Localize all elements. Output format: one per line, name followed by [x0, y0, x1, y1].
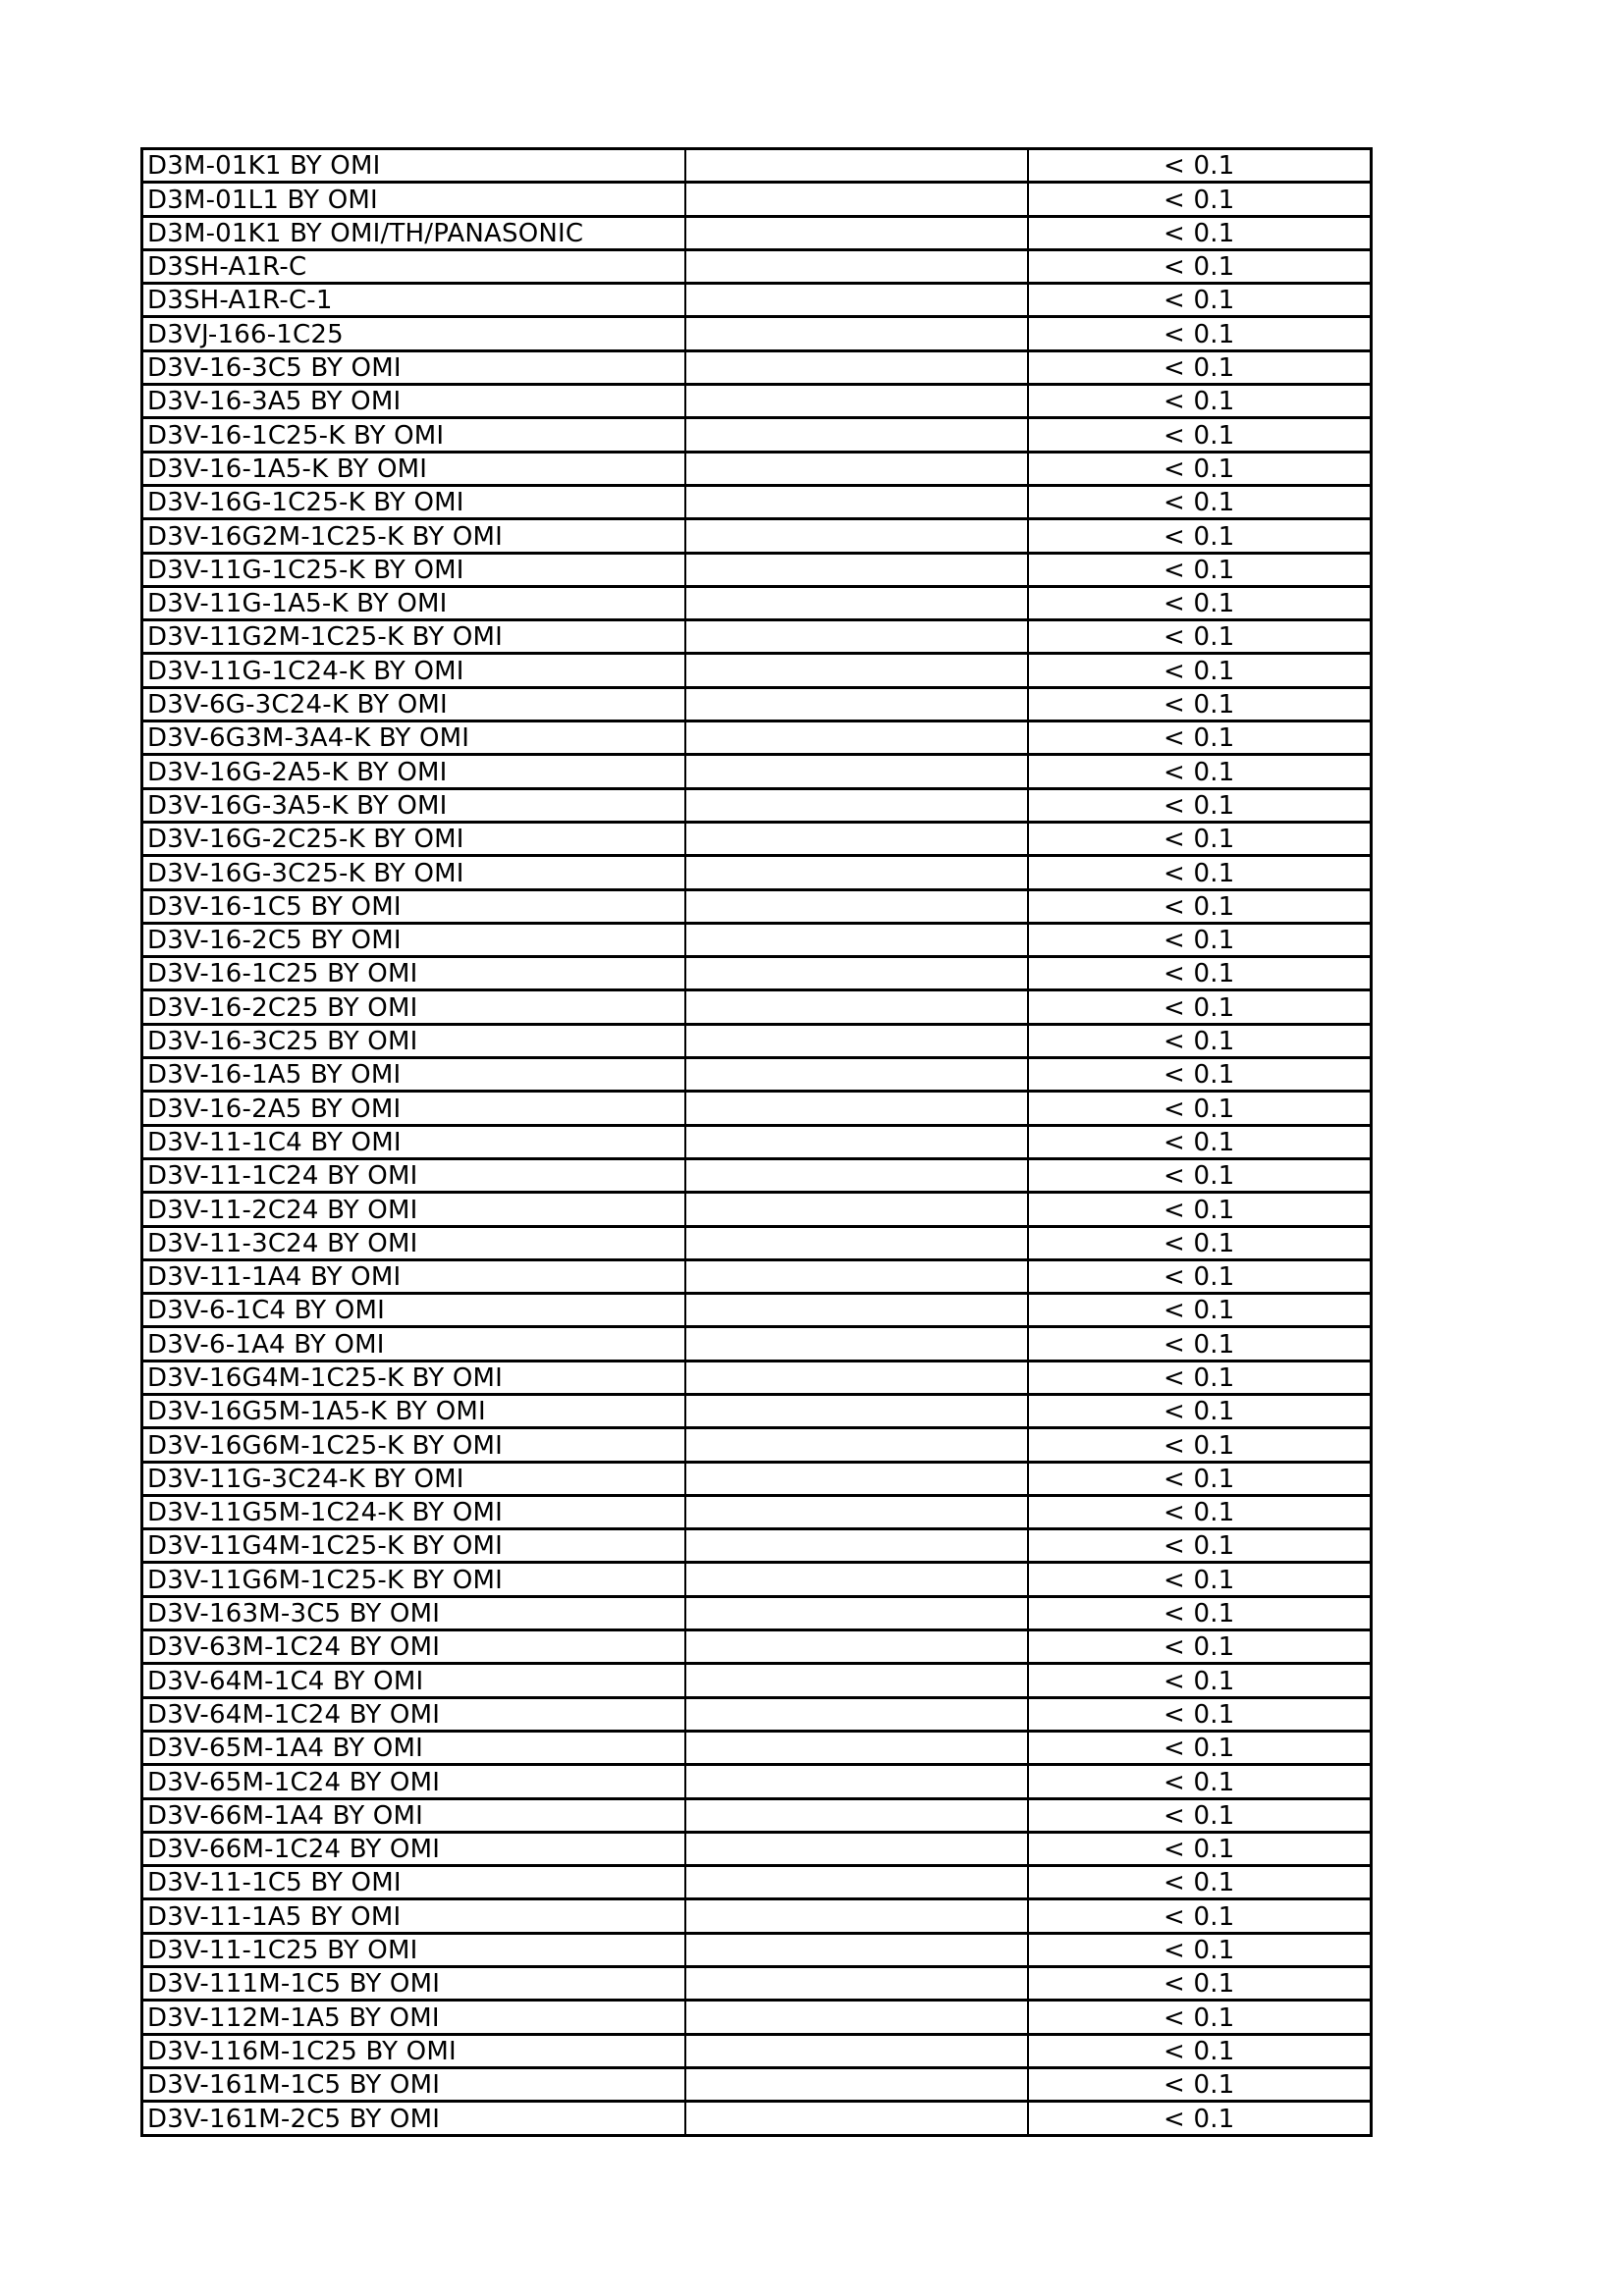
- table-row: [142, 1092, 1372, 1125]
- note-cell: [685, 1092, 1028, 1125]
- table-row: [142, 418, 1372, 452]
- value-cell: < 0.1: [1028, 1462, 1372, 1495]
- value-cell: < 0.1: [1028, 856, 1372, 889]
- part-number-cell: D3V-16-1C25-K BY OMI: [142, 418, 685, 452]
- value-cell: < 0.1: [1028, 586, 1372, 619]
- table-row: [142, 1765, 1372, 1798]
- table-row: [142, 2102, 1372, 2135]
- part-number-cell: D3V-11-1C4 BY OMI: [142, 1125, 685, 1158]
- note-cell: [685, 284, 1028, 317]
- table-row: [142, 2001, 1372, 2034]
- value-cell: < 0.1: [1028, 1832, 1372, 1865]
- note-cell: [685, 1529, 1028, 1563]
- note-cell: [685, 1158, 1028, 1192]
- part-number-cell: D3V-11G-1A5-K BY OMI: [142, 586, 685, 619]
- part-number-cell: D3V-161M-2C5 BY OMI: [142, 2102, 685, 2135]
- note-cell: [685, 149, 1028, 183]
- table-row: [142, 149, 1372, 183]
- table-row: [142, 1832, 1372, 1865]
- table-row: [142, 1866, 1372, 1899]
- value-cell: < 0.1: [1028, 1798, 1372, 1832]
- table-row: [142, 1024, 1372, 1057]
- value-cell: < 0.1: [1028, 1899, 1372, 1933]
- part-number-cell: D3V-6-1C4 BY OMI: [142, 1294, 685, 1327]
- part-number-cell: D3M-01K1 BY OMI/TH/PANASONIC: [142, 216, 685, 249]
- value-cell: < 0.1: [1028, 553, 1372, 586]
- value-cell: < 0.1: [1028, 822, 1372, 855]
- value-cell: < 0.1: [1028, 1630, 1372, 1664]
- value-cell: < 0.1: [1028, 755, 1372, 788]
- note-cell: [685, 1832, 1028, 1865]
- table-row: [142, 923, 1372, 956]
- table-row: [142, 284, 1372, 317]
- note-cell: [685, 519, 1028, 553]
- note-cell: [685, 2102, 1028, 2135]
- table-row: [142, 822, 1372, 855]
- value-cell: < 0.1: [1028, 1529, 1372, 1563]
- note-cell: [685, 923, 1028, 956]
- part-number-cell: D3V-11-1C5 BY OMI: [142, 1866, 685, 1899]
- value-cell: < 0.1: [1028, 1664, 1372, 1697]
- note-cell: [685, 1428, 1028, 1462]
- part-number-cell: D3V-16-3C25 BY OMI: [142, 1024, 685, 1057]
- part-number-cell: D3V-11G5M-1C24-K BY OMI: [142, 1495, 685, 1528]
- value-cell: < 0.1: [1028, 1765, 1372, 1798]
- value-cell: < 0.1: [1028, 183, 1372, 216]
- part-number-cell: D3V-11-1C25 BY OMI: [142, 1933, 685, 1966]
- table-row: [142, 249, 1372, 283]
- note-cell: [685, 183, 1028, 216]
- part-number-cell: D3V-16-2A5 BY OMI: [142, 1092, 685, 1125]
- value-cell: < 0.1: [1028, 1933, 1372, 1966]
- part-number-cell: D3V-16-3A5 BY OMI: [142, 385, 685, 418]
- note-cell: [685, 1664, 1028, 1697]
- note-cell: [685, 1866, 1028, 1899]
- note-cell: [685, 1630, 1028, 1664]
- value-cell: < 0.1: [1028, 1092, 1372, 1125]
- note-cell: [685, 1394, 1028, 1427]
- table-row: [142, 1899, 1372, 1933]
- value-cell: < 0.1: [1028, 687, 1372, 721]
- value-cell: < 0.1: [1028, 1394, 1372, 1427]
- note-cell: [685, 553, 1028, 586]
- table-row: [142, 1226, 1372, 1259]
- note-cell: [685, 1933, 1028, 1966]
- part-number-cell: D3SH-A1R-C: [142, 249, 685, 283]
- value-cell: < 0.1: [1028, 1226, 1372, 1259]
- note-cell: [685, 216, 1028, 249]
- part-number-cell: D3V-63M-1C24 BY OMI: [142, 1630, 685, 1664]
- part-number-cell: D3V-16-1A5-K BY OMI: [142, 452, 685, 485]
- table-row: [142, 990, 1372, 1024]
- note-cell: [685, 1024, 1028, 1057]
- table-row: [142, 553, 1372, 586]
- note-cell: [685, 1596, 1028, 1629]
- note-cell: [685, 1058, 1028, 1092]
- table-row: [142, 1428, 1372, 1462]
- part-number-cell: D3V-16-2C5 BY OMI: [142, 923, 685, 956]
- note-cell: [685, 317, 1028, 350]
- note-cell: [685, 755, 1028, 788]
- note-cell: [685, 889, 1028, 923]
- part-number-cell: D3V-11-3C24 BY OMI: [142, 1226, 685, 1259]
- value-cell: < 0.1: [1028, 923, 1372, 956]
- note-cell: [685, 1765, 1028, 1798]
- table-row: [142, 1495, 1372, 1528]
- note-cell: [685, 485, 1028, 518]
- note-cell: [685, 249, 1028, 283]
- note-cell: [685, 586, 1028, 619]
- table-row: [142, 1158, 1372, 1192]
- table-row: [142, 385, 1372, 418]
- note-cell: [685, 350, 1028, 384]
- part-number-cell: D3V-11G-3C24-K BY OMI: [142, 1462, 685, 1495]
- value-cell: < 0.1: [1028, 1563, 1372, 1596]
- table-row: [142, 183, 1372, 216]
- note-cell: [685, 1899, 1028, 1933]
- value-cell: < 0.1: [1028, 1024, 1372, 1057]
- part-number-cell: D3V-111M-1C5 BY OMI: [142, 1967, 685, 2001]
- part-number-cell: D3V-161M-1C5 BY OMI: [142, 2067, 685, 2101]
- part-number-cell: D3V-16-1C25 BY OMI: [142, 957, 685, 990]
- value-cell: < 0.1: [1028, 485, 1372, 518]
- value-cell: < 0.1: [1028, 1731, 1372, 1764]
- part-number-cell: D3M-01L1 BY OMI: [142, 183, 685, 216]
- value-cell: < 0.1: [1028, 1193, 1372, 1226]
- parts-table-body: [142, 149, 1372, 2136]
- part-number-cell: D3SH-A1R-C-1: [142, 284, 685, 317]
- part-number-cell: D3V-16-1C5 BY OMI: [142, 889, 685, 923]
- note-cell: [685, 856, 1028, 889]
- note-cell: [685, 2001, 1028, 2034]
- value-cell: < 0.1: [1028, 2067, 1372, 2101]
- part-number-cell: D3V-65M-1C24 BY OMI: [142, 1765, 685, 1798]
- note-cell: [685, 1967, 1028, 2001]
- table-row: [142, 452, 1372, 485]
- parts-table: [140, 147, 1373, 2137]
- table-row: [142, 1327, 1372, 1361]
- value-cell: < 0.1: [1028, 249, 1372, 283]
- table-row: [142, 957, 1372, 990]
- table-row: [142, 620, 1372, 654]
- value-cell: < 0.1: [1028, 452, 1372, 485]
- table-row: [142, 1361, 1372, 1394]
- table-row: [142, 350, 1372, 384]
- note-cell: [685, 452, 1028, 485]
- note-cell: [685, 1495, 1028, 1528]
- value-cell: < 0.1: [1028, 2001, 1372, 2034]
- part-number-cell: D3V-16-1A5 BY OMI: [142, 1058, 685, 1092]
- note-cell: [685, 721, 1028, 755]
- table-row: [142, 687, 1372, 721]
- table-row: [142, 1259, 1372, 1293]
- note-cell: [685, 654, 1028, 687]
- part-number-cell: D3V-16G-2A5-K BY OMI: [142, 755, 685, 788]
- value-cell: < 0.1: [1028, 385, 1372, 418]
- part-number-cell: D3V-16G-1C25-K BY OMI: [142, 485, 685, 518]
- table-row: [142, 788, 1372, 822]
- value-cell: < 0.1: [1028, 788, 1372, 822]
- table-row: [142, 1563, 1372, 1596]
- table-row: [142, 1596, 1372, 1629]
- value-cell: < 0.1: [1028, 519, 1372, 553]
- table-row: [142, 721, 1372, 755]
- value-cell: < 0.1: [1028, 216, 1372, 249]
- value-cell: < 0.1: [1028, 654, 1372, 687]
- note-cell: [685, 2034, 1028, 2067]
- table-row: [142, 856, 1372, 889]
- table-row: [142, 317, 1372, 350]
- note-cell: [685, 990, 1028, 1024]
- value-cell: < 0.1: [1028, 1259, 1372, 1293]
- value-cell: < 0.1: [1028, 284, 1372, 317]
- table-row: [142, 889, 1372, 923]
- table-row: [142, 1630, 1372, 1664]
- table-row: [142, 1697, 1372, 1731]
- part-number-cell: D3V-6-1A4 BY OMI: [142, 1327, 685, 1361]
- part-number-cell: D3V-16G-2C25-K BY OMI: [142, 822, 685, 855]
- note-cell: [685, 385, 1028, 418]
- value-cell: < 0.1: [1028, 1294, 1372, 1327]
- table-row: [142, 1125, 1372, 1158]
- note-cell: [685, 822, 1028, 855]
- note-cell: [685, 1697, 1028, 1731]
- table-row: [142, 1967, 1372, 2001]
- note-cell: [685, 1125, 1028, 1158]
- value-cell: < 0.1: [1028, 721, 1372, 755]
- value-cell: < 0.1: [1028, 1158, 1372, 1192]
- value-cell: < 0.1: [1028, 1596, 1372, 1629]
- note-cell: [685, 418, 1028, 452]
- note-cell: [685, 1798, 1028, 1832]
- table-row: [142, 1462, 1372, 1495]
- note-cell: [685, 1193, 1028, 1226]
- value-cell: < 0.1: [1028, 1866, 1372, 1899]
- part-number-cell: D3V-11G2M-1C25-K BY OMI: [142, 620, 685, 654]
- note-cell: [685, 957, 1028, 990]
- table-row: [142, 1798, 1372, 1832]
- value-cell: < 0.1: [1028, 1967, 1372, 2001]
- note-cell: [685, 1259, 1028, 1293]
- value-cell: < 0.1: [1028, 1697, 1372, 1731]
- part-number-cell: D3V-116M-1C25 BY OMI: [142, 2034, 685, 2067]
- table-row: [142, 2067, 1372, 2101]
- table-row: [142, 654, 1372, 687]
- part-number-cell: D3V-66M-1C24 BY OMI: [142, 1832, 685, 1865]
- part-number-cell: D3V-11G6M-1C25-K BY OMI: [142, 1563, 685, 1596]
- table-row: [142, 216, 1372, 249]
- table-row: [142, 1394, 1372, 1427]
- value-cell: < 0.1: [1028, 889, 1372, 923]
- note-cell: [685, 1731, 1028, 1764]
- value-cell: < 0.1: [1028, 1125, 1372, 1158]
- table-row: [142, 1058, 1372, 1092]
- value-cell: < 0.1: [1028, 2034, 1372, 2067]
- part-number-cell: D3V-65M-1A4 BY OMI: [142, 1731, 685, 1764]
- part-number-cell: D3V-16G-3A5-K BY OMI: [142, 788, 685, 822]
- part-number-cell: D3V-6G-3C24-K BY OMI: [142, 687, 685, 721]
- part-number-cell: D3V-16-2C25 BY OMI: [142, 990, 685, 1024]
- note-cell: [685, 1294, 1028, 1327]
- value-cell: < 0.1: [1028, 1361, 1372, 1394]
- note-cell: [685, 620, 1028, 654]
- note-cell: [685, 1462, 1028, 1495]
- table-row: [142, 1933, 1372, 1966]
- table-row: [142, 1529, 1372, 1563]
- table-row: [142, 755, 1372, 788]
- note-cell: [685, 788, 1028, 822]
- part-number-cell: D3V-11G-1C25-K BY OMI: [142, 553, 685, 586]
- table-row: [142, 1731, 1372, 1764]
- part-number-cell: D3V-16G5M-1A5-K BY OMI: [142, 1394, 685, 1427]
- part-number-cell: D3V-16G6M-1C25-K BY OMI: [142, 1428, 685, 1462]
- part-number-cell: D3V-64M-1C4 BY OMI: [142, 1664, 685, 1697]
- note-cell: [685, 2067, 1028, 2101]
- part-number-cell: D3V-11-1A5 BY OMI: [142, 1899, 685, 1933]
- part-number-cell: D3V-163M-3C5 BY OMI: [142, 1596, 685, 1629]
- note-cell: [685, 1226, 1028, 1259]
- part-number-cell: D3V-66M-1A4 BY OMI: [142, 1798, 685, 1832]
- value-cell: < 0.1: [1028, 1058, 1372, 1092]
- table-row: [142, 586, 1372, 619]
- table-row: [142, 1193, 1372, 1226]
- value-cell: < 0.1: [1028, 990, 1372, 1024]
- part-number-cell: D3M-01K1 BY OMI: [142, 149, 685, 183]
- part-number-cell: D3V-11-2C24 BY OMI: [142, 1193, 685, 1226]
- part-number-cell: D3V-11G-1C24-K BY OMI: [142, 654, 685, 687]
- part-number-cell: D3V-112M-1A5 BY OMI: [142, 2001, 685, 2034]
- note-cell: [685, 1361, 1028, 1394]
- value-cell: < 0.1: [1028, 957, 1372, 990]
- value-cell: < 0.1: [1028, 418, 1372, 452]
- value-cell: < 0.1: [1028, 2102, 1372, 2135]
- part-number-cell: D3V-16G4M-1C25-K BY OMI: [142, 1361, 685, 1394]
- part-number-cell: D3V-16G-3C25-K BY OMI: [142, 856, 685, 889]
- table-row: [142, 2034, 1372, 2067]
- note-cell: [685, 1327, 1028, 1361]
- part-number-cell: D3VJ-166-1C25: [142, 317, 685, 350]
- value-cell: < 0.1: [1028, 1495, 1372, 1528]
- table-row: [142, 485, 1372, 518]
- value-cell: < 0.1: [1028, 149, 1372, 183]
- note-cell: [685, 1563, 1028, 1596]
- part-number-cell: D3V-6G3M-3A4-K BY OMI: [142, 721, 685, 755]
- table-row: [142, 1664, 1372, 1697]
- value-cell: < 0.1: [1028, 350, 1372, 384]
- table-row: [142, 519, 1372, 553]
- part-number-cell: D3V-16G2M-1C25-K BY OMI: [142, 519, 685, 553]
- value-cell: < 0.1: [1028, 620, 1372, 654]
- part-number-cell: D3V-64M-1C24 BY OMI: [142, 1697, 685, 1731]
- value-cell: < 0.1: [1028, 1428, 1372, 1462]
- part-number-cell: D3V-11-1A4 BY OMI: [142, 1259, 685, 1293]
- part-number-cell: D3V-16-3C5 BY OMI: [142, 350, 685, 384]
- note-cell: [685, 687, 1028, 721]
- table-row: [142, 1294, 1372, 1327]
- value-cell: < 0.1: [1028, 1327, 1372, 1361]
- part-number-cell: D3V-11G4M-1C25-K BY OMI: [142, 1529, 685, 1563]
- value-cell: < 0.1: [1028, 317, 1372, 350]
- part-number-cell: D3V-11-1C24 BY OMI: [142, 1158, 685, 1192]
